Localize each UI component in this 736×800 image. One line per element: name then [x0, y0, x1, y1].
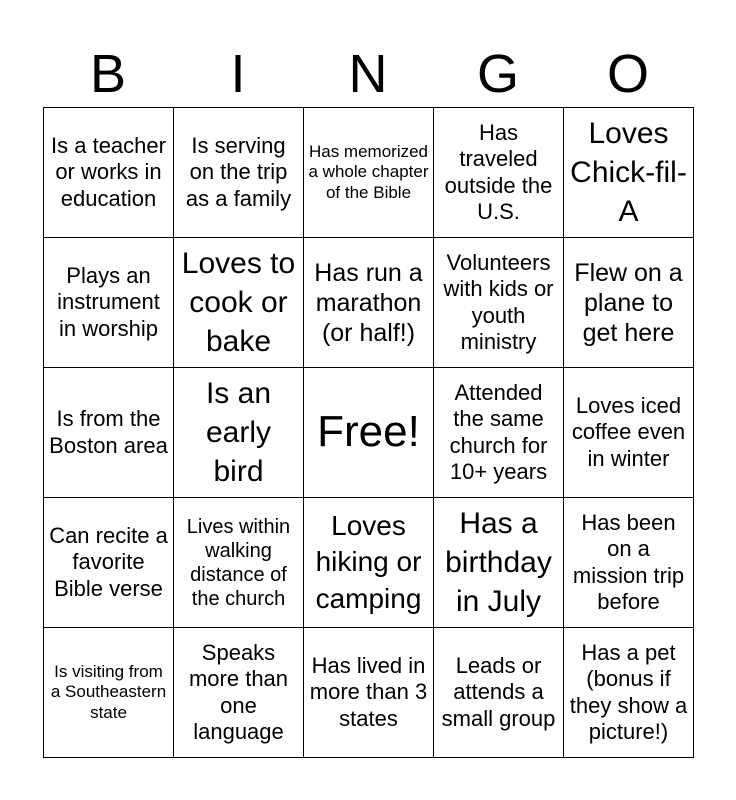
board-row — [44, 108, 694, 238]
bingo-board — [43, 107, 694, 758]
free-space-cell: Free! — [304, 368, 434, 498]
header-letter-o: O — [606, 44, 649, 104]
bingo-cell: Is from the Boston area — [44, 368, 174, 498]
bingo-cell: Is a teacher or works in education — [44, 108, 174, 238]
bingo-cell: Has traveled outside the U.S. — [434, 108, 564, 238]
bingo-cell: Has lived in more than 3 states — [304, 628, 434, 758]
bingo-cell: Has run a marathon (or half!) — [304, 238, 434, 368]
bingo-cell: Volunteers with kids or youth ministry — [434, 238, 564, 368]
bingo-cell: Speaks more than one language — [174, 628, 304, 758]
board-row — [44, 628, 694, 758]
bingo-cell: Is serving on the trip as a family — [174, 108, 304, 238]
bingo-cell: Has memorized a whole chapter of the Bible — [304, 108, 434, 238]
header-letter-g: G — [476, 44, 519, 104]
bingo-cell: Has been on a mission trip before — [564, 498, 694, 628]
bingo-cell: Can recite a favorite Bible verse — [44, 498, 174, 628]
bingo-cell: Plays an instrument in worship — [44, 238, 174, 368]
board-row — [44, 238, 694, 368]
header-letter-n: N — [348, 44, 388, 104]
bingo-cell: Leads or attends a small group — [434, 628, 564, 758]
bingo-cell: Has a pet (bonus if they show a picture!) — [564, 628, 694, 758]
bingo-cell: Lives within walking distance of the church — [174, 498, 304, 628]
header-letter-b: B — [89, 44, 127, 104]
bingo-cell: Loves hiking or camping — [304, 498, 434, 628]
header-letter-i: I — [230, 44, 246, 104]
bingo-cell: Attended the same church for 10+ years — [434, 368, 564, 498]
board-row — [44, 368, 694, 498]
bingo-cell: Is an early bird — [174, 368, 304, 498]
bingo-cell: Flew on a plane to get here — [564, 238, 694, 368]
bingo-header — [43, 42, 693, 106]
bingo-cell: Has a birthday in July — [434, 498, 564, 628]
bingo-cell: Is visiting from a Southeastern state — [44, 628, 174, 758]
bingo-cell: Loves iced coffee even in winter — [564, 368, 694, 498]
board-row — [44, 498, 694, 628]
bingo-cell: Loves to cook or bake — [174, 238, 304, 368]
bingo-cell: Loves Chick-fil-A — [564, 108, 694, 238]
